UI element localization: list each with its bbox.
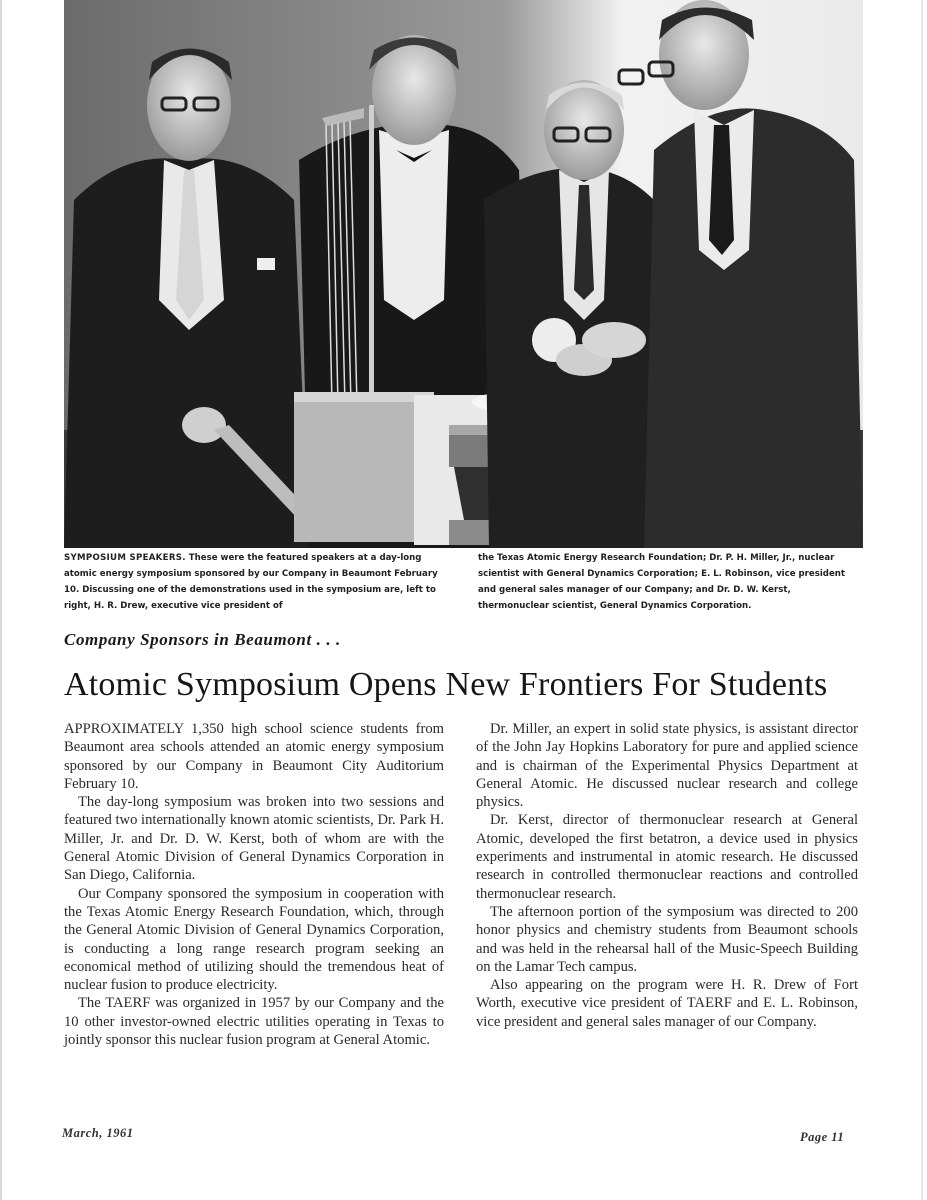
caption-right-column: [478, 550, 863, 614]
article-paragraph: The afternoon portion of the symposium was directed to 200 honor physics and chemistry students from Beaumont schools and was held in the rehearsal hall of the Music-Speech Building on the Lamar Tech campus.: [476, 903, 858, 975]
photo-illustration: [64, 0, 863, 548]
article-paragraph: Dr. Miller, an expert in solid state physics, is assistant director of the John Jay Hopkins Laboratory for pure and applied science and is chairman of the Experimental Physics Department at General Atomic. He discussed nuclear research and college physics.: [476, 721, 858, 811]
caption-left-text: These were the featured speakers at a day-long atomic energy symposium sponsored by our Company in Beaumont February 10. Discussing one of the demonstrations used in the symposium are, left to right, H. R. Drew, executive vice president of: [64, 553, 438, 611]
symposium-photo: [64, 0, 863, 548]
article-paragraph: Also appearing on the program were H. R. Drew of Fort Worth, executive vice president of TAERF and E. L. Robinson, vice president and general sales manager of our Company.: [476, 977, 858, 1030]
article-paragraph: The day-long symposium was broken into two sessions and featured two internationally known atomic scientists, Dr. Park H. Miller, Jr. and Dr. D. W. Kerst, both of whom are with the General Atomic Division of General Dynamics Corporation in San Diego, California.: [64, 794, 444, 884]
article-paragraph: Dr. Kerst, director of thermonuclear research at General Atomic, developed the first betatron, a device used in physics experiments and instrumental in atomic research. He discussed research in controlled thermonuclear reactions and controlled thermonuclear research.: [476, 812, 858, 902]
article-paragraph: APPROXIMATELY 1,350 high school science students from Beaumont area schools attended an atomic energy symposium sponsored by our Company in Beaumont City Auditorium February 10.: [64, 721, 444, 792]
article-paragraph: Our Company sponsored the symposium in cooperation with the Texas Atomic Energy Research Foundation, which, through the General Atomic Division of General Dynamics Corporation, is conducting a long range research program seeking an economical method of utilizing should the tremendous heat of nuclear fusion to produce electricity.: [64, 885, 444, 994]
photo-caption: [64, 550, 863, 614]
article-paragraph: The TAERF was organized in 1957 by our Company and the 10 other investor-owned electric utilities operating in Texas to jointly sponsor this nuclear fusion program at General Atomic.: [64, 995, 444, 1049]
page-edge-right: [921, 0, 923, 1200]
page-edge: [0, 0, 2, 1200]
issue-date: March, 1961: [62, 1126, 134, 1140]
kicker: Company Sponsors in Beaumont . . .: [64, 630, 341, 649]
caption-lead: SYMPOSIUM SPEAKERS.: [64, 553, 186, 563]
headline: Atomic Symposium Opens New Frontiers For Students: [64, 666, 828, 703]
article-left-column: [64, 720, 444, 1049]
article-right-column: [476, 720, 858, 1031]
page-number: Page 11: [800, 1130, 845, 1144]
caption-right-text: the Texas Atomic Energy Research Foundation; Dr. P. H. Miller, Jr., nuclear scientist with General Dynamics Corporation; E. L. Robinson, vice president and general sales manager of our Company; and Dr. D. W. Kerst, thermonuclear scientist, General Dynamics Corporation.: [478, 553, 846, 611]
caption-left-column: [64, 550, 449, 614]
